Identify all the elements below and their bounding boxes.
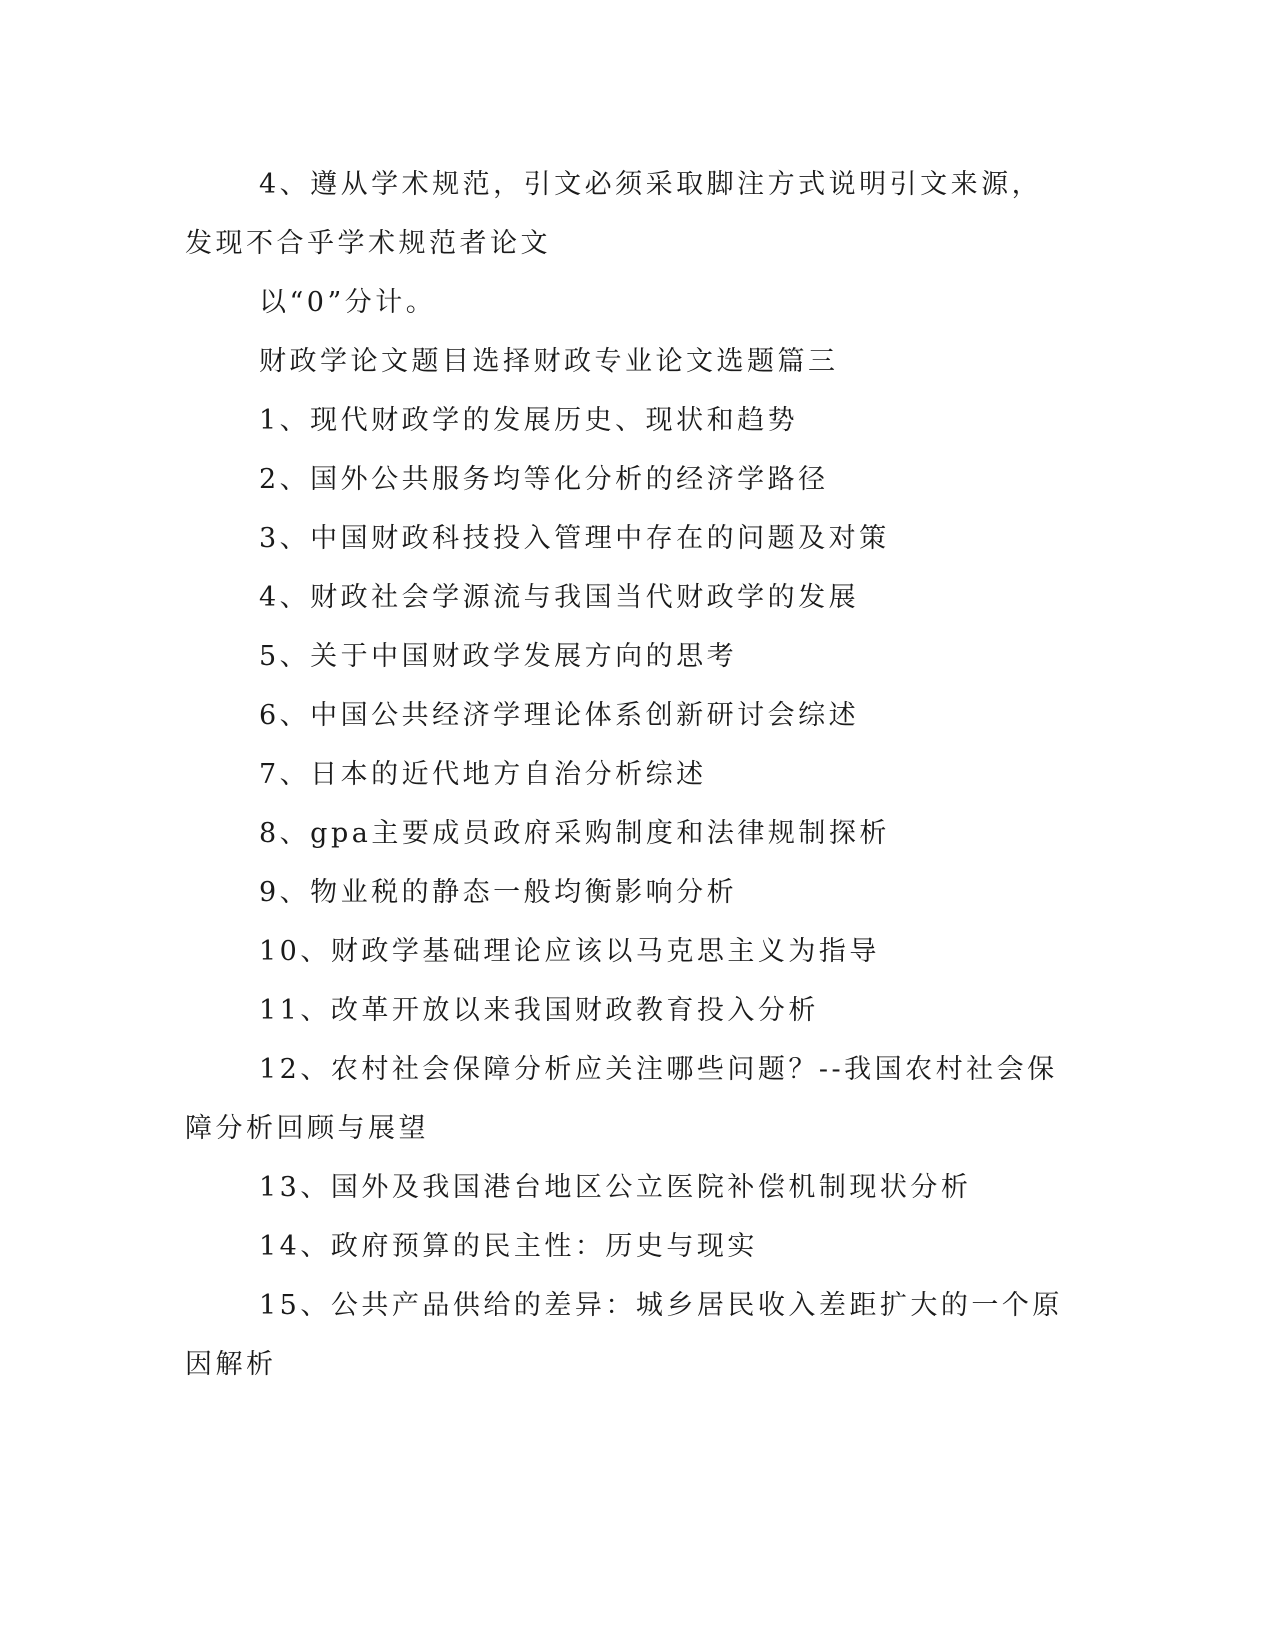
document-body — [185, 155, 1065, 1394]
list-item: 1、现代财政学的发展历史、现状和趋势 — [259, 405, 799, 436]
list-item: 6、中国公共经济学理论体系创新研讨会综述 — [259, 700, 860, 731]
list-item: 10、财政学基础理论应该以马克思主义为指导 — [259, 936, 880, 967]
list-item: 9、物业税的静态一般均衡影响分析 — [259, 877, 738, 908]
list-item: 7、日本的近代地方自治分析综述 — [259, 759, 707, 790]
paragraph-academic-norms: 4、遵从学术规范，引文必须采取脚注方式说明引文来源，发现不合乎学术规范者论文 — [185, 169, 1043, 259]
list-item: 11、改革开放以来我国财政教育投入分析 — [259, 995, 819, 1026]
list-item: 13、国外及我国港台地区公立医院补偿机制现状分析 — [259, 1172, 972, 1203]
list-item: 12、农村社会保障分析应关注哪些问题？--我国农村社会保障分析回顾与展望 — [185, 1054, 1058, 1144]
list-item: 3、中国财政科技投入管理中存在的问题及对策 — [259, 523, 890, 554]
list-item: 2、国外公共服务均等化分析的经济学路径 — [259, 464, 829, 495]
list-item: 15、公共产品供给的差异：城乡居民收入差距扩大的一个原因解析 — [185, 1290, 1063, 1380]
section-heading: 财政学论文题目选择财政专业论文选题篇三 — [259, 346, 839, 377]
list-item: 4、财政社会学源流与我国当代财政学的发展 — [259, 582, 860, 613]
paragraph-zero-score: 以“0”分计。 — [259, 287, 437, 318]
list-item: 5、关于中国财政学发展方向的思考 — [259, 641, 738, 672]
list-item: 14、政府预算的民主性：历史与现实 — [259, 1231, 758, 1262]
list-item: 8、gpa主要成员政府采购制度和法律规制探析 — [259, 818, 890, 849]
